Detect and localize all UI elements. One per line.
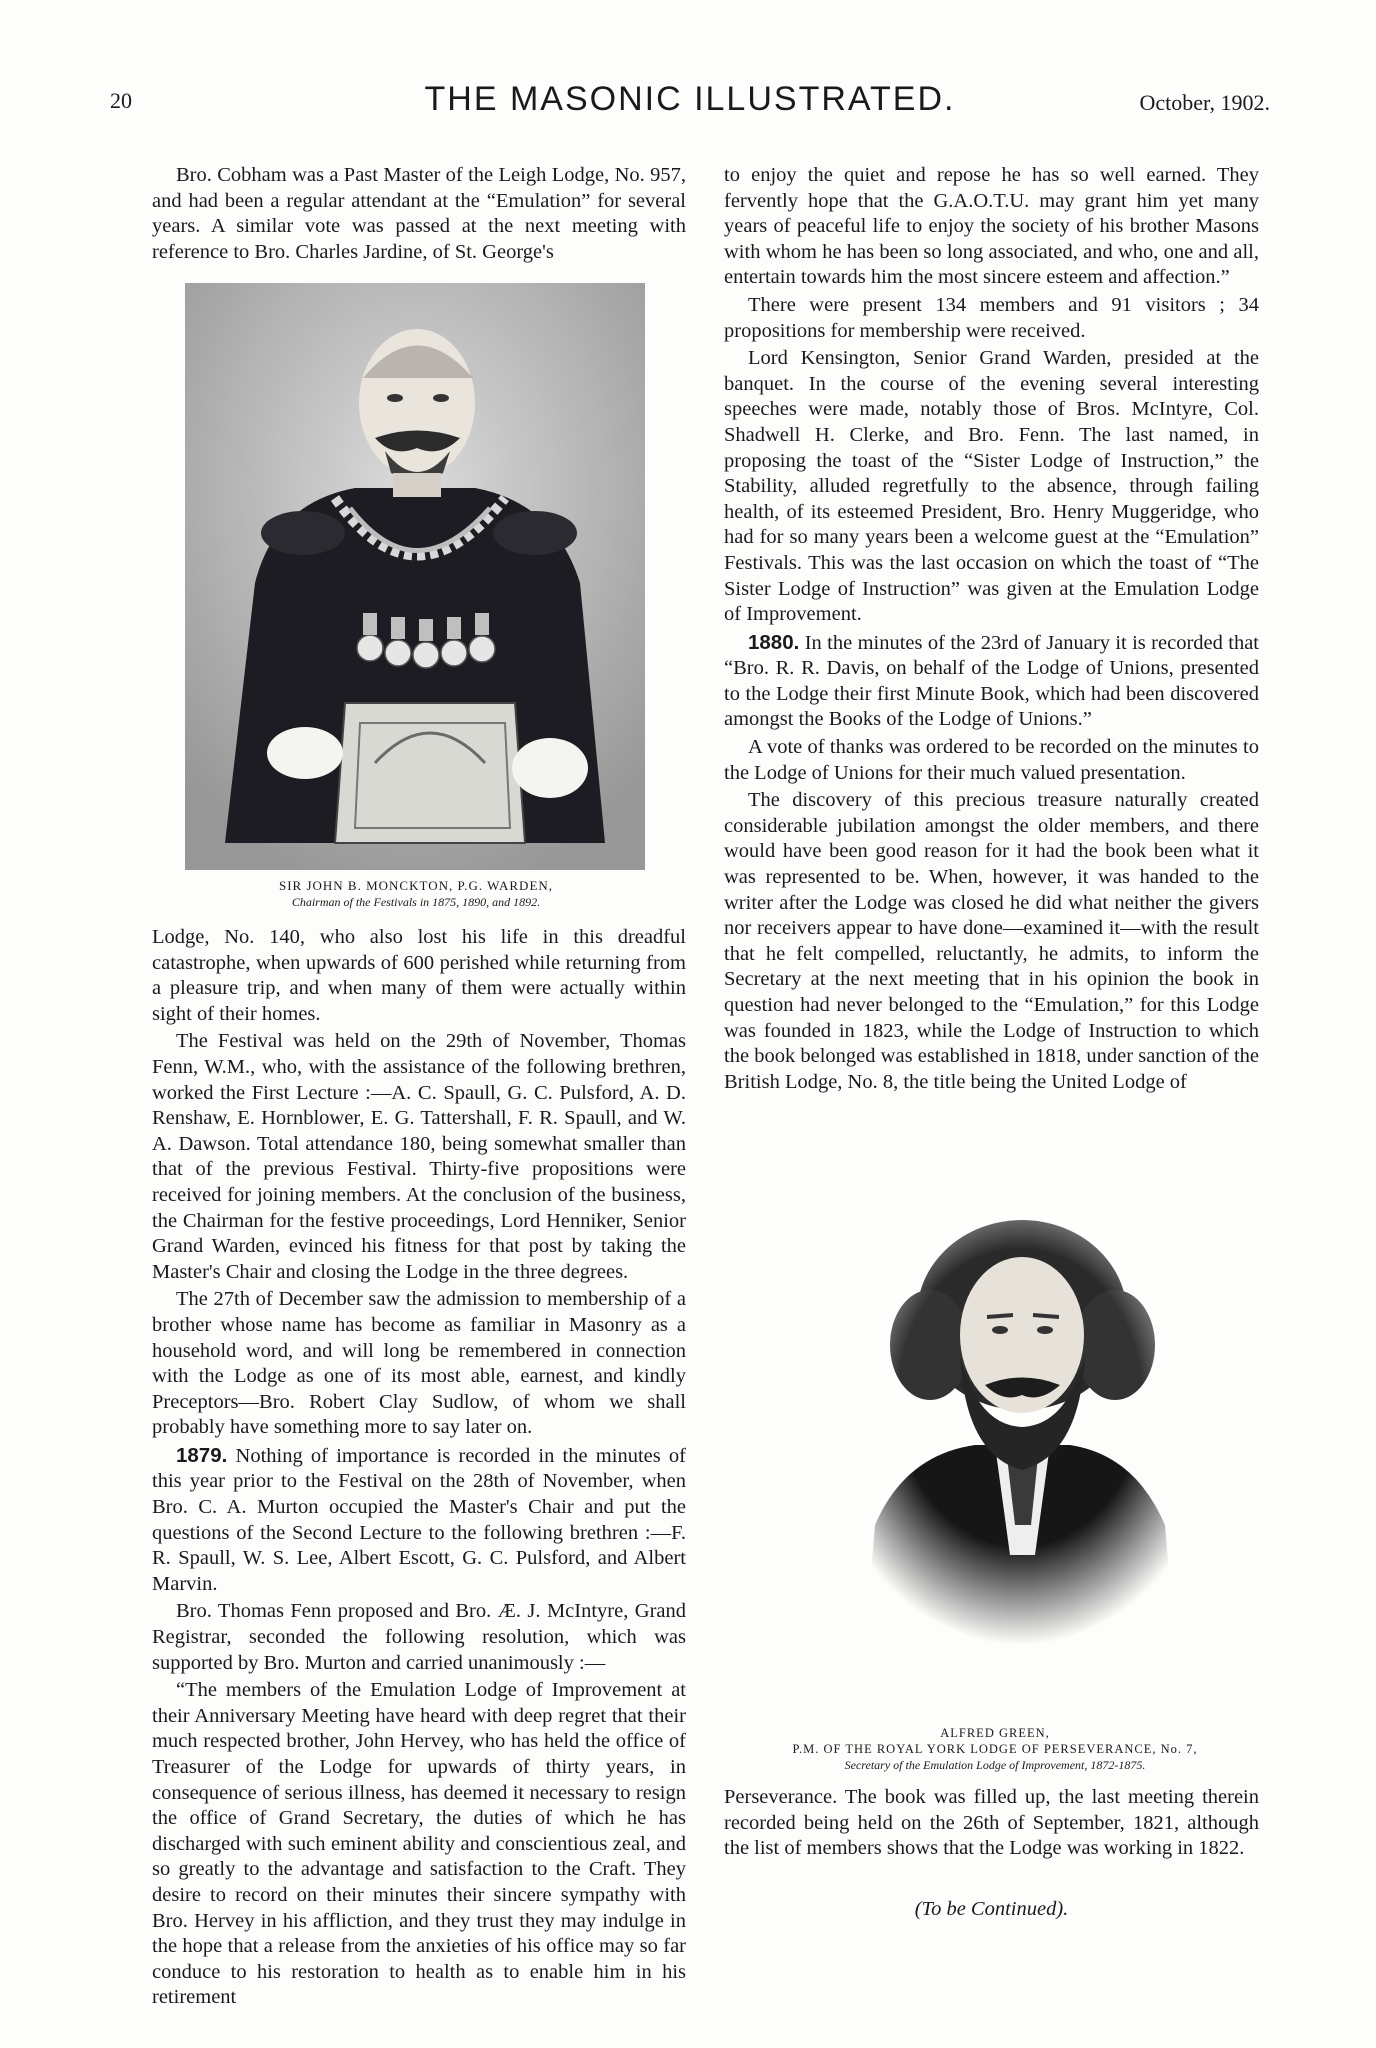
year-heading: 1880. xyxy=(748,630,800,654)
caption-name: ALFRED GREEN, xyxy=(940,1726,1050,1740)
paragraph-resolution: “The members of the Emulation Lodge of Improvement at their Anniversary Meeting have heard with deep regret that their much respected brother, John Hervey, who has held the office of Treasurer of the Lodge for upwards of thirty years, in consequence of serious illness, has deemed it necessary to resign the office of Grand Secretary, the duties of which he has discharged with such eminent ability and conscientious zeal, and so greatly to the advantage and satisfaction to the Craft. They desire to record on their minutes their sincere sympathy with Bro. Hervey in his affliction, and they trust they may indulge in the hope that a release from the anxieties of his office may so far conduce to his restoration to health as to enable him in his retirement xyxy=(152,1679,686,2009)
continued-note: (To be Continued). xyxy=(914,1898,1069,1920)
right-column-ending xyxy=(724,1785,1259,1864)
paragraph: Bro. Cobham was a Past Master of the Leigh Lodge, No. 957, and had been a regular attendant at the “Emulation” for several years. A similar vote was passed at the next meeting with reference to Bro. Charles Jardine, of St. George's xyxy=(152,164,686,263)
paragraph: Lodge, No. 140, who also lost his life in this dreadful catastrophe, when upwards of 600 perished while returning from a pleasure trip, and when many of them were actually within sight of their homes. xyxy=(152,926,686,1025)
paragraph: Bro. Thomas Fenn proposed and Bro. Æ. J. McIntyre, Grand Registrar, seconded the following resolution, which was supported by Bro. Murton and carried unanimously :— xyxy=(152,1600,686,1674)
masthead-title: THE MASONIC ILLUSTRATED. xyxy=(424,80,956,118)
portrait-monckton-image xyxy=(185,283,645,870)
caption-title: P.M. OF THE ROYAL YORK LODGE OF PERSEVERANCE, No. 7, xyxy=(792,1742,1198,1756)
paragraph: A vote of thanks was ordered to be recorded on the minutes to the Lodge of Unions for their much valued presentation. xyxy=(724,736,1259,784)
page-number: 20 xyxy=(110,88,132,113)
caption-monckton xyxy=(186,878,646,910)
year-heading: 1879. xyxy=(176,1443,228,1467)
left-column-body xyxy=(152,925,686,2013)
caption-name: SIR JOHN B. MONCKTON, P.G. WARDEN, xyxy=(278,878,554,893)
paragraph: The Festival was held on the 29th of November, Thomas Fenn, W.M., who, with the assistance of the following brethren, worked the First Lecture :—A. C. Spaull, G. C. Pulsford, A. D. Renshaw, E. Hornblower, E. G. Tattershall, F. R. Spaull, and W. A. Dawson. Total attendance 180, being somewhat smaller than that of the previous Festival. Thirty-five propositions were received for joining members. At the conclusion of the business, the Chairman for the festive proceedings, Lord Henniker, Senior Grand Warden, evinced his fitness for that post by taking the Master's Chair and closing the Lodge in the three degrees. xyxy=(152,1030,686,1283)
paragraph: The 27th of December saw the admission to membership of a brother whose name has become as familiar in Masonry as a household word, and will long be remembered in connection with the Lodge as one of its most able, earnest, and kindly Preceptors—Bro. Robert Clay Sudlow, of whom we shall probably have something more to say later on. xyxy=(152,1288,686,1439)
left-column-intro xyxy=(152,163,686,265)
paragraph-1879: 1879. Nothing of importance is recorded in the minutes of this year prior to the Festival on the 28th of November, when Bro. C. A. Murton occupied the Master's Chair and put the questions of the Second Lecture to the following brethren :—F. R. Spaull, W. S. Lee, Albert Escott, G. C. Pulsford, and Albert Marvin. xyxy=(152,1443,686,1595)
paragraph: Lord Kensington, Senior Grand Warden, presided at the banquet. In the course of the evening several interesting speeches were made, notably those of Bros. McIntyre, Col. Shadwell H. Clerke, and Bro. Fenn. The last named, in proposing the toast of the “Sister Lodge of Instruction,” the Stability, alluded regretfully to the absence, through failing health, of its esteemed President, Bro. Henry Muggeridge, who had for so many years been a welcome guest at the “Emulation” Festivals. This was the last occasion on which the toast of “The Sister Lodge of Instruction” was given at the Emulation Lodge of Improvement. xyxy=(724,347,1259,626)
paragraph: to enjoy the quiet and repose he has so well earned. They fervently hope that the G.A.O.T.U. may grant him yet many years of peaceful life to enjoy the society of his brother Masons with whom he has been so long associated, and who, one and all, entertain towards him the most sincere esteem and affection.” xyxy=(724,164,1259,289)
issue-date: October, 1902. xyxy=(1139,90,1270,115)
caption-subtitle: Secretary of the Emulation Lodge of Improvement, 1872-1875. xyxy=(844,1758,1146,1772)
portrait-green-image xyxy=(835,1195,1205,1645)
paragraph: There were present 134 members and 91 visitors ; 34 propositions for membership were received. xyxy=(724,293,1259,342)
paragraph: Perseverance. The book was filled up, the last meeting therein recorded being held on the 26th of September, 1821, although the list of members shows that the Lodge was working in 1822. xyxy=(724,1786,1259,1860)
portrait-monckton xyxy=(185,283,645,870)
paragraph-1880: 1880. In the minutes of the 23rd of January it is recorded that “Bro. R. R. Davis, on behalf of the Lodge of Unions, presented to the Lodge their first Minute Book, which had been discovered amongst the Books of the Lodge of Unions.” xyxy=(724,630,1259,731)
portrait-green xyxy=(835,1195,1205,1645)
caption-subtitle: Chairman of the Festivals in 1875, 1890, and 1892. xyxy=(291,895,541,909)
caption-green xyxy=(730,1725,1260,1773)
page-header xyxy=(110,80,1270,130)
right-column-body xyxy=(724,163,1259,1097)
paragraph: The discovery of this precious treasure naturally created considerable jubilation amongst the older members, and there would have been good reason for it had the book been what it was represented to be. When, however, it was handed to the writer after the Lodge was closed he did what neither the givers nor receivers appear to have done—examined it—with the result that he felt compelled, reluctantly, he admits, to inform the Secretary at the next meeting that in his opinion the book in question had never belonged to the “Emulation,” for this Lodge was founded in 1823, while the Lodge of Instruction to which the book belonged was established in 1818, under sanction of the British Lodge, No. 8, the title being the United Lodge of xyxy=(724,789,1259,1093)
